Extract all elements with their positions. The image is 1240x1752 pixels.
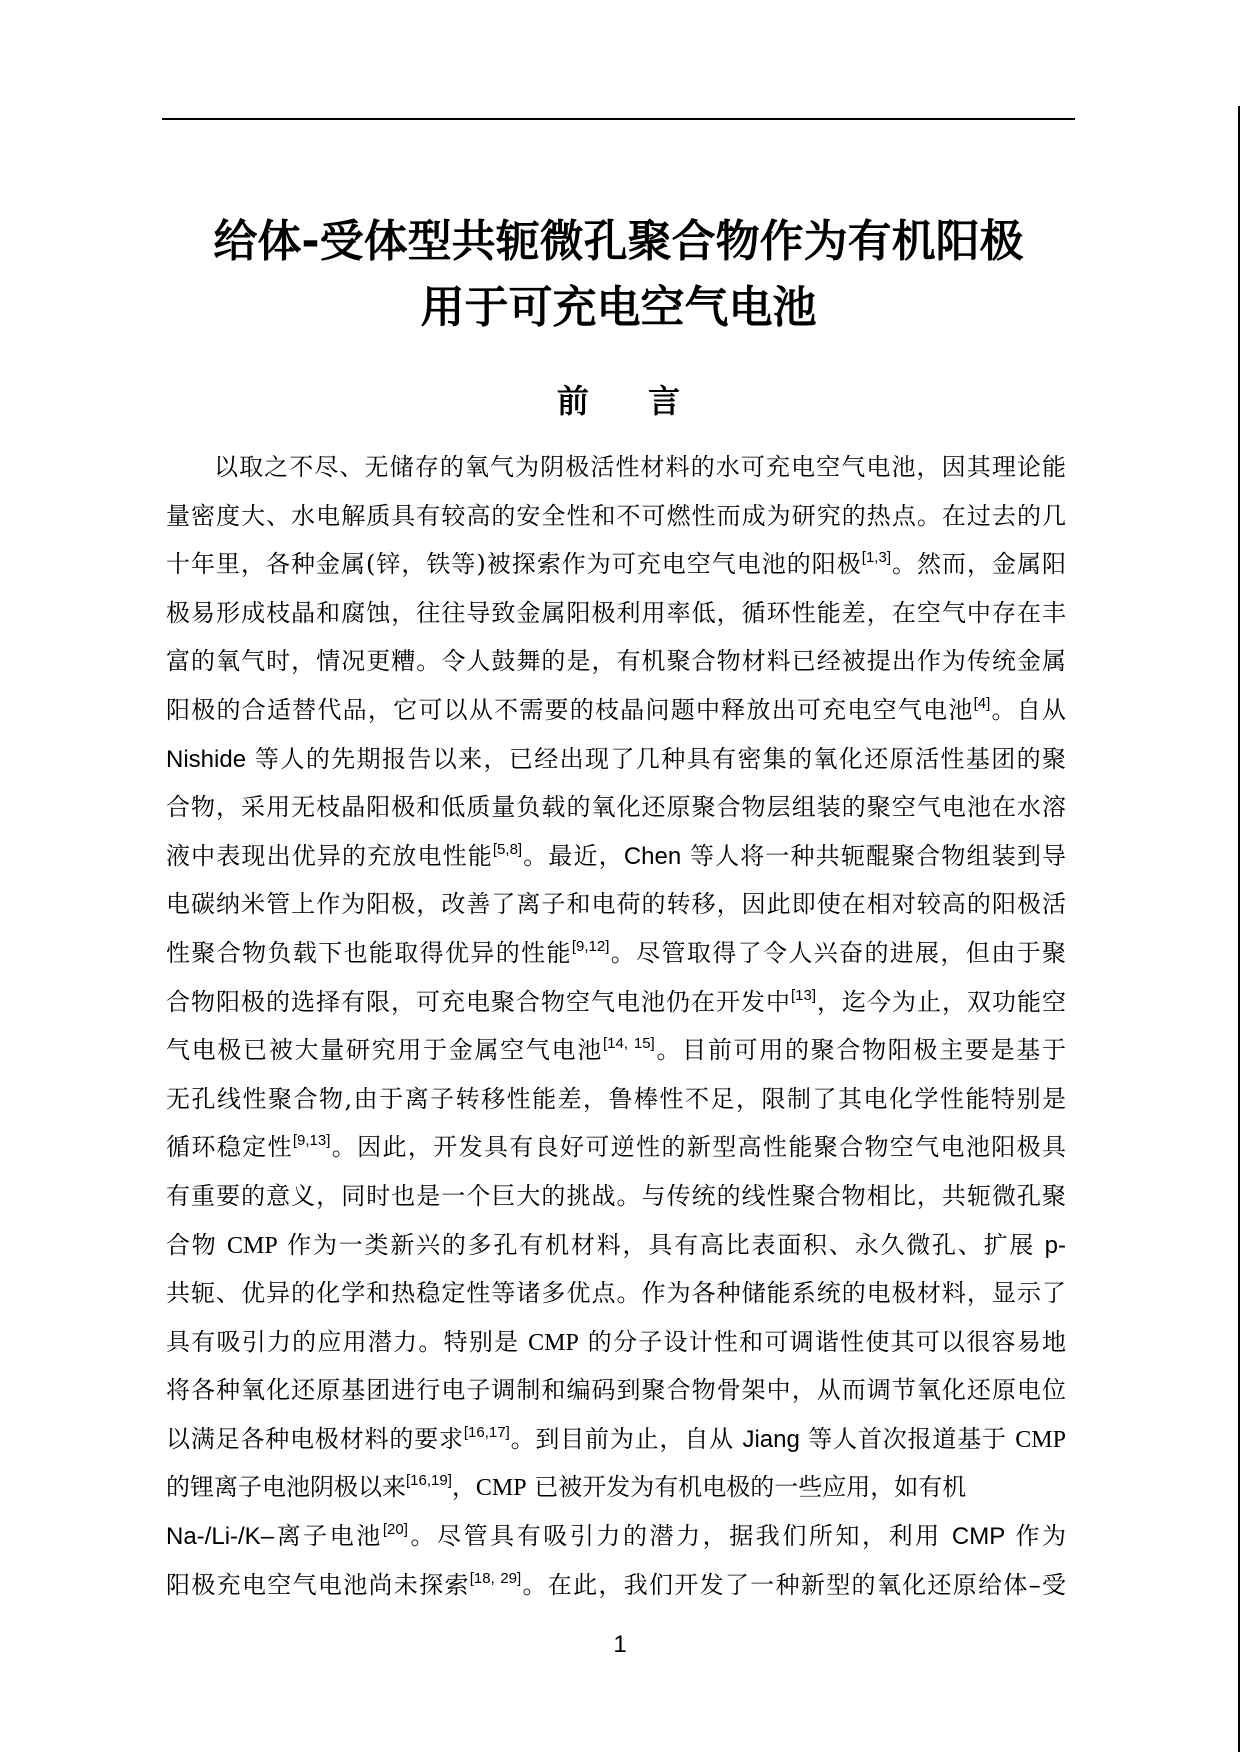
text-line xyxy=(166,492,1066,541)
citation-ref: [1,3] xyxy=(861,549,891,567)
text-line xyxy=(166,540,1066,589)
text-run: 。尽管具有吸引力的潜力，据我们所知，利用 xyxy=(407,1522,952,1551)
citation-ref: [13] xyxy=(790,986,817,1004)
text-run: 的分子设计性和可调谐性使其可以很容易地 xyxy=(578,1327,1066,1356)
text-run: 合物 xyxy=(166,1230,228,1259)
text-run: 循环稳定性 xyxy=(166,1133,293,1162)
text-run: 作为一类新兴的多孔有机材料，具有高比表面积、永久微孔、扩展 xyxy=(277,1230,1045,1259)
text-line xyxy=(166,1026,1066,1075)
text-run: 。因此，开发具有良好可逆性的新型高性能聚合物空气电池阳极具 xyxy=(330,1133,1067,1162)
text-line xyxy=(166,929,1066,978)
text-line xyxy=(166,783,1066,832)
text-run: 。到目前为止，自从 xyxy=(509,1424,743,1453)
text-line xyxy=(166,1318,1066,1367)
text-line xyxy=(166,443,1066,492)
text-run: 富的氧气时，情况更糟。令人鼓舞的是，有机聚合物材料已经被提出作为传统金属 xyxy=(166,647,1066,676)
text-line xyxy=(166,1561,1066,1610)
text-line xyxy=(166,686,1066,735)
text-run: 具有吸引力的应用潜力。特别是 xyxy=(166,1327,529,1356)
latin-text: Chen xyxy=(623,842,682,870)
text-run: 电碳纳米管上作为阳极，改善了离子和电荷的转移，因此即使在相对较高的阳极活 xyxy=(166,890,1066,919)
text-line xyxy=(166,1512,1066,1561)
text-run: 等人的先期报告以来，已经出现了几种具有密集的氧化还原活性基团的聚 xyxy=(246,744,1066,773)
text-line xyxy=(166,1366,1066,1415)
text-run: 等人首次报道基于 xyxy=(799,1424,1016,1453)
text-run: ，迄今为止，双功能空 xyxy=(816,987,1067,1016)
text-run: 无孔线性聚合物,由于离子转移性能差，鲁棒性不足，限制了其电化学性能特别是 xyxy=(166,1084,1066,1113)
text-line xyxy=(166,1221,1066,1270)
section-heading-preface: 前 言 xyxy=(556,381,705,420)
text-run: 。最近， xyxy=(522,841,624,870)
text-run: 合物阳极的选择有限，可充电聚合物空气电池仍在开发中 xyxy=(166,987,791,1016)
text-line xyxy=(166,1123,1066,1172)
abbrev-text: CMP xyxy=(475,1475,527,1502)
text-run: 。然而，金属阳 xyxy=(890,550,1066,579)
title-line-2: 用于可充电空气电池 xyxy=(420,282,817,334)
text-run: 量密度大、水电解质具有较高的安全性和不可燃性而成为研究的热点。在过去的几 xyxy=(166,501,1066,530)
text-run: ， xyxy=(451,1473,476,1502)
text-run: 的锂离子电池阴极以来 xyxy=(166,1473,406,1502)
text-run: 十年里，各种金属(锌，铁等)被探索作为可充电空气电池的阳极 xyxy=(166,550,862,579)
text-run: 液中表现出优异的充放电性能 xyxy=(166,841,493,870)
text-line xyxy=(166,1269,1066,1318)
text-run: 合物，采用无枝晶阳极和低质量负载的氧化还原聚合物层组装的聚空气电池在水溶 xyxy=(166,793,1066,822)
page-number: 1 xyxy=(613,1631,627,1658)
text-line xyxy=(166,589,1066,638)
text-line xyxy=(166,1463,1066,1512)
text-line xyxy=(166,735,1066,784)
text-line xyxy=(166,637,1066,686)
citation-ref: [9,13] xyxy=(292,1132,331,1150)
text-line xyxy=(166,1415,1066,1464)
abbrev-text: CMP xyxy=(1015,1426,1066,1453)
citation-ref: [4] xyxy=(973,694,991,712)
document-title xyxy=(162,209,1075,341)
latin-text: CMP xyxy=(951,1523,1006,1551)
text-run: 阳极充电空气电池尚未探索 xyxy=(166,1570,470,1599)
citation-ref: [16,19] xyxy=(406,1472,452,1490)
text-run: 。自从 xyxy=(990,695,1067,724)
text-run: 有重要的意义，同时也是一个巨大的挑战。与传统的线性聚合物相比，共轭微孔聚 xyxy=(166,1181,1066,1210)
title-line-1: 给体-受体型共轭微孔聚合物作为有机阳极 xyxy=(213,216,1024,268)
text-run: 已被开发为有机电极的一些应用，如有机 xyxy=(526,1473,967,1502)
body-paragraph xyxy=(166,443,1066,1609)
text-run: 以满足各种电极材料的要求 xyxy=(166,1424,464,1453)
text-run: 将各种氧化还原基团进行电子调制和编码到聚合物骨架中，从而调节氧化还原电位 xyxy=(166,1376,1066,1405)
text-line xyxy=(166,1075,1066,1124)
text-run: 等人将一种共轭醌聚合物组装到导 xyxy=(681,841,1066,870)
text-line xyxy=(166,978,1066,1027)
citation-ref: [18, 29] xyxy=(469,1569,522,1587)
latin-text: Nishide xyxy=(166,745,247,773)
abbrev-text: CMP xyxy=(227,1232,278,1259)
latin-text: Jiang xyxy=(742,1425,800,1453)
citation-ref: [14, 15] xyxy=(602,1035,655,1053)
abbrev-text: CMP xyxy=(528,1329,579,1356)
text-line xyxy=(166,832,1066,881)
text-run: 阳极的合适替代品，它可以从不需要的枝晶问题中释放出可充电空气电池 xyxy=(166,695,974,724)
text-run: 。目前可用的聚合物阳极主要是基于 xyxy=(654,1036,1067,1065)
text-run: 作为 xyxy=(1005,1522,1066,1551)
citation-ref: [5,8] xyxy=(492,840,523,858)
text-line xyxy=(166,1172,1066,1221)
text-run: 极易形成枝晶和腐蚀，往往导致金属阳极利用率低，循环性能差，在空气中存在丰 xyxy=(166,598,1066,627)
text-run: 。在此，我们开发了一种新型的氧化还原给体–受 xyxy=(521,1570,1067,1599)
header-rule xyxy=(162,118,1075,120)
latin-text: p- xyxy=(1044,1231,1066,1259)
text-run: 离子电池 xyxy=(274,1522,383,1551)
text-run: 。尽管取得了令人兴奋的进展，但由于聚 xyxy=(609,938,1067,967)
citation-ref: [9,12] xyxy=(571,937,610,955)
text-run: 以取之不尽、无储存的氧气为阴极活性材料的水可充电空气电池，因其理论能 xyxy=(214,453,1066,481)
text-line xyxy=(166,880,1066,929)
text-run: 性聚合物负载下也能取得优异的性能 xyxy=(166,938,572,967)
citation-ref: [20] xyxy=(382,1521,408,1539)
text-run: 气电极已被大量研究用于金属空气电池 xyxy=(166,1036,603,1065)
text-run: 共轭、优异的化学和热稳定性等诸多优点。作为各种储能系统的电极材料，显示了 xyxy=(166,1279,1066,1308)
latin-text: Na-/Li-/K– xyxy=(166,1523,275,1551)
citation-ref: [16,17] xyxy=(463,1423,510,1441)
